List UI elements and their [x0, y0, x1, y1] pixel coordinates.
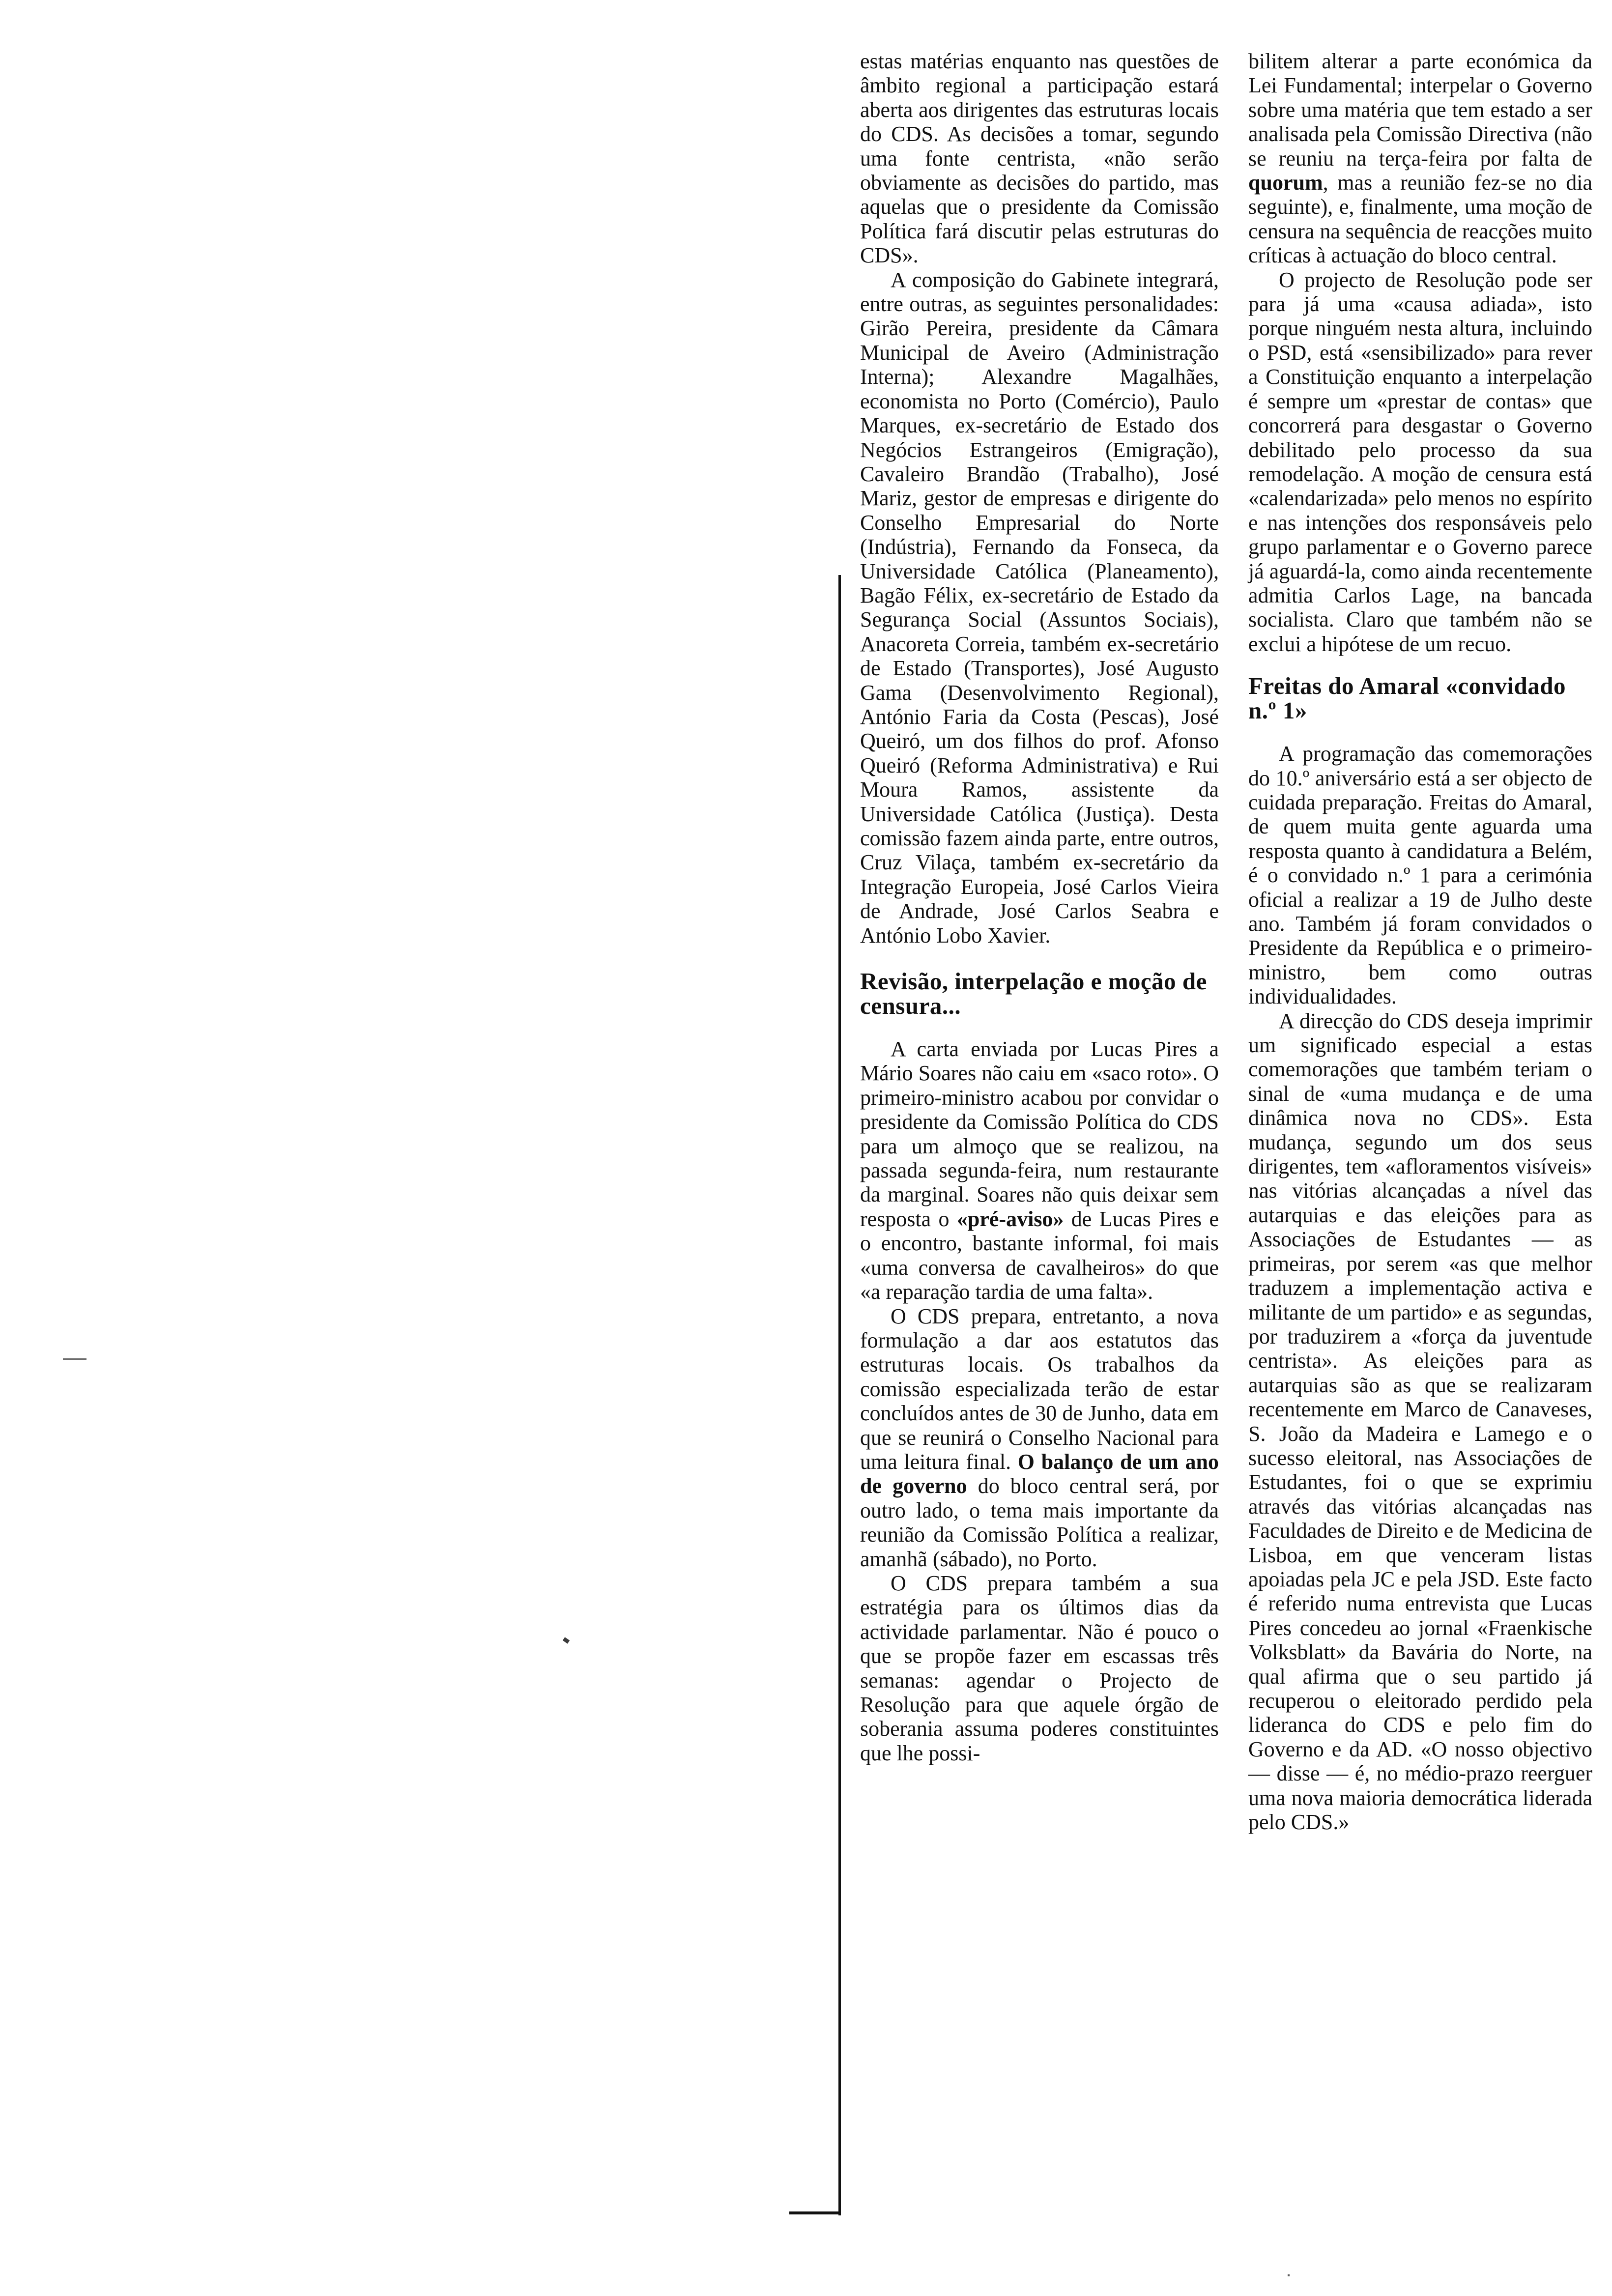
section-heading: Revisão, interpelação e moção de censura...: [860, 968, 1207, 1020]
text-run: O CDS prepara, entretanto, a nova formulação a dar aos estatutos das estruturas locais. Os trabalhos da comissão especializada terão de estar concluídos antes de 30 de Junho, data em que se reunirá o Conselho Nacional para uma leitura final.: [860, 1304, 1219, 1474]
column-rule-foot: [789, 2211, 840, 2214]
text-run: A carta enviada por Lucas Pires a Mário Soares não caiu em «saco roto». O primeiro-ministro acabou por convidar o presidente da Comissão Política do CDS para um almoço que se realizou, na passada segunda-feira, num restaurante da marginal. Soares não quis deixar sem resposta o: [860, 1037, 1219, 1231]
text-run: bilitem alterar a parte económica da Lei Fundamental; interpelar o Governo sobre uma matéria que tem estado a ser analisada pela Comissão Directiva (não se reuniu na terça-feira por falta de: [1248, 49, 1592, 171]
scan-mark-dash: [63, 1358, 86, 1360]
paragraph: [860, 1304, 1219, 1571]
bold-text: quorum: [1248, 171, 1323, 195]
paragraph: [860, 1037, 1219, 1304]
paragraph: estas matérias enquanto nas questões de âmbito regional a participação estará aberta aos dirigentes das estruturas locais do CDS. As decisões a tomar, segundo uma fonte centrista, «não serão obviamente as decisões do partido, mas aquelas que o presidente da Comissão Política fará discutir pelas estruturas do CDS».: [860, 49, 1219, 268]
paragraph: A programação das comemorações do 10.º aniversário está a ser objecto de cuidada preparação. Freitas do Amaral, de quem muita gente aguarda uma resposta quanto à candidatura a Belém, é o convidado n.º 1 para a cerimónia oficial a realizar a 19 de Julho deste ano. Também já foram convidados o Presidente da República e o primeiro-ministro, bem como outras individualidades.: [1248, 742, 1592, 1009]
bold-text: O balanço de um ano de governo: [860, 1449, 1219, 1498]
bold-text: «pré-aviso»: [956, 1206, 1064, 1231]
scan-mark-speck: [1288, 2274, 1290, 2276]
paragraph: O projecto de Resolução pode ser para já uma «causa adiada», isto porque ninguém nesta altura, incluindo o PSD, está «sensibilizado» para rever a Constituição enquanto a interpelação é sempre um «prestar de contas» que concorrerá para desgastar o Governo debilitado pelo processo da sua remodelação. A moção de censura está «calendarizada» pelo menos no espírito e nas intenções dos responsáveis pelo grupo parlamentar e o Governo parece já aguardá-la, como ainda recentemente admitia Carlos Lage, na bancada socialista. Claro que também não se exclui a hipótese de um recuo.: [1248, 267, 1592, 656]
column-rule-vertical: [838, 575, 841, 2215]
paragraph: [1248, 49, 1592, 268]
article-column-2: [1248, 49, 1592, 1834]
text-run: do bloco central será, por outro lado, o tema mais importante da reunião da Comissão Política a realizar, amanhã (sábado), no Porto.: [860, 1474, 1219, 1571]
text-run: de Lucas Pires e o encontro, bastante informal, foi mais «uma conversa de cavalheiros» do que «a reparação tardia de uma falta».: [860, 1206, 1219, 1304]
paragraph: O CDS prepara também a sua estratégia para os últimos dias da actividade parlamentar. Não é pouco o que se propõe fazer em escassas três semanas: agendar o Projecto de Resolução para que aquele órgão de soberania assuma poderes constituintes que lhe possi-: [860, 1571, 1219, 1765]
paragraph: A direcção do CDS deseja imprimir um significado especial a estas comemorações que também teriam o sinal de «uma mudança e de uma dinâmica nova no CDS». Esta mudança, segundo um dos seus dirigentes, tem «afloramentos visíveis» nas vitórias alcançadas a nível das autarquias e das eleições para as Associações de Estudantes — as primeiras, por serem «as que melhor traduzem a implementação activa e militante de um partido» e as segundas, por traduzirem a «força da juventude centrista». As eleições para as autarquias são as que se realizaram recentemente em Marco de Canaveses, S. João da Madeira e Lamego e o sucesso eleitoral, nas Associações de Estudantes, foi o que se exprimiu através das vitórias alcançadas nas Faculdades de Direito e de Medicina de Lisboa, em que venceram listas apoiadas pela JC e pela JSD. Este facto é referido numa entrevista que Lucas Pires concedeu ao jornal «Fraenkische Volksblatt» da Bavária do Norte, na qual afirma que o seu partido já recuperou o eleitorado perdido pela lideranca do CDS e pelo fim do Governo e da AD. «O nosso objectivo — disse — é, no médio-prazo reerguer uma nova maioria democrática liderada pelo CDS.»: [1248, 1008, 1592, 1835]
text-run: , mas a reunião fez-se no dia seguinte), e, finalmente, uma moção de censura na sequência de reacções muito críticas à actuação do bloco central.: [1248, 171, 1592, 268]
section-heading: Freitas do Amaral «convidado n.º 1»: [1248, 672, 1566, 724]
paragraph: A composição do Gabinete integrará, entre outras, as seguintes personalidades: Girão Pereira, presidente da Câmara Municipal de Aveiro (Administração Interna); Alexandre Magalhães, economista no Porto (Comércio), Paulo Marques, ex-secretário de Estado dos Negócios Estrangeiros (Emigração), Cavaleiro Brandão (Trabalho), José Mariz, gestor de empresas e dirigente do Conselho Empresarial do Norte (Indústria), Fernando da Fonseca, da Universidade Católica (Planeamento), Bagão Félix, ex-secretário de Estado da Segurança Social (Assuntos Sociais), Anacoreta Correia, também ex-secretário de Estado (Transportes), José Augusto Gama (Desenvolvimento Regional), António Faria da Costa (Pescas), José Queiró, um dos filhos do prof. Afonso Queiró (Reforma Administrativa) e Rui Moura Ramos, assistente da Universidade Católica (Justiça). Desta comissão fazem ainda parte, entre outros, Cruz Vilaça, também ex-secretário da Integração Europeia, José Carlos Vieira de Andrade, José Carlos Seabra e António Lobo Xavier.: [860, 267, 1219, 947]
scan-mark-dot: [563, 1637, 570, 1643]
article-column-1: [860, 49, 1219, 1765]
